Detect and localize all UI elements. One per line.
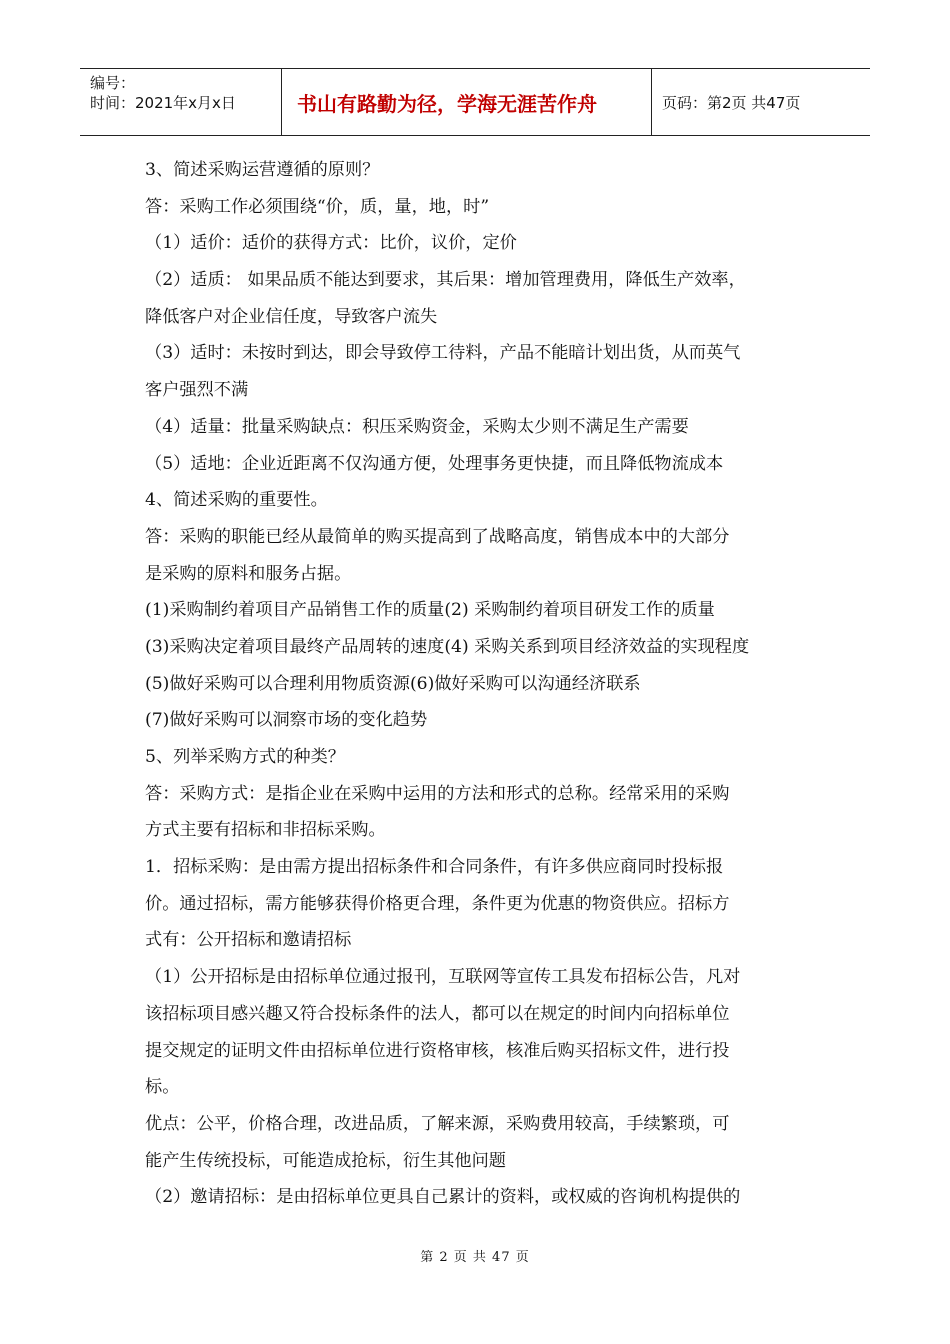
text-line: 方式主要有招标和非招标采购。 xyxy=(145,820,386,841)
text-line: 答：采购方式：是指企业在采购中运用的方法和形式的总称。经常采用的采购 xyxy=(145,783,730,804)
text-line: （3）适时：未按时到达，即会导致停工待料，产品不能暗计划出货，从而英气 xyxy=(145,343,741,364)
text-line: 3、简述采购运营遵循的原则？ xyxy=(145,160,380,180)
page-footer: 第 2 页 共 47 页 xyxy=(420,1250,530,1265)
text-line: 是采购的原料和服务占据。 xyxy=(145,563,352,584)
date-label: 时间：2021年x月x日 xyxy=(90,94,236,112)
text-line: 4、简述采购的重要性。 xyxy=(145,490,328,511)
text-line: （2）适质： 如果品质不能达到要求，其后果：增加管理费用，降低生产效率， xyxy=(145,270,746,291)
header-page-info: 页码：第2页 共47页 xyxy=(662,93,801,112)
number-label: 编号： xyxy=(90,74,136,92)
text-line: 降低客户对企业信任度，导致客户流失 xyxy=(145,306,438,327)
header-motto: 书山有路勤为径，学海无涯苦作舟 xyxy=(282,69,652,135)
text-line: 答：采购的职能已经从最简单的购买提高到了战略高度，销售成本中的大部分 xyxy=(145,526,730,547)
text-line: 答：采购工作必须围绕“价，质，量，地，时” xyxy=(145,196,490,217)
text-line: （1）适价：适价的获得方式：比价，议价，定价 xyxy=(145,233,517,254)
text-line: (3)采购决定着项目最终产品周转的速度(4) 采购关系到项目经济效益的实现程度 xyxy=(145,636,750,657)
text-line: 提交规定的证明文件由招标单位进行资格审核，核准后购买招标文件，进行投 xyxy=(145,1040,730,1061)
text-line: （2）邀请招标：是由招标单位更具自己累计的资料，或权威的咨询机构提供的 xyxy=(145,1187,741,1208)
text-line: 该招标项目感兴趣又符合投标条件的法人，都可以在规定的时间内向招标单位 xyxy=(145,1003,730,1024)
header-meta xyxy=(80,69,282,135)
text-line: 1．招标采购：是由需方提出招标条件和合同条件，有许多供应商同时投标报 xyxy=(145,857,724,878)
text-line: (1)采购制约着项目产品销售工作的质量(2) 采购制约着项目研发工作的质量 xyxy=(145,600,715,621)
text-line: 价。通过招标，需方能够获得价格更合理，条件更为优惠的物资供应。招标方 xyxy=(145,893,730,914)
document-body xyxy=(145,152,825,1216)
text-line: （4）适量：批量采购缺点：积压采购资金，采购太少则不满足生产需要 xyxy=(145,416,689,437)
text-line: （5）适地：企业近距离不仅沟通方便，处理事务更快捷，而且降低物流成本 xyxy=(145,453,724,474)
text-line: 标。 xyxy=(145,1077,180,1098)
text-line: (7)做好采购可以洞察市场的变化趋势 xyxy=(145,710,428,731)
text-line: （1）公开招标是由招标单位通过报刊，互联网等宣传工具发布招标公告，凡对 xyxy=(145,967,741,988)
text-line: 能产生传统投标，可能造成抢标，衍生其他问题 xyxy=(145,1150,506,1171)
page-header xyxy=(80,68,870,136)
text-line: 优点：公平，价格合理，改进品质，了解来源，采购费用较高，手续繁琐，可 xyxy=(145,1113,730,1134)
text-line: 客户强烈不满 xyxy=(145,380,249,401)
text-line: (5)做好采购可以合理利用物质资源(6)做好采购可以沟通经济联系 xyxy=(145,673,641,694)
text-line: 式有：公开招标和邀请招标 xyxy=(145,930,352,951)
text-line: 5、列举采购方式的种类？ xyxy=(145,747,345,767)
